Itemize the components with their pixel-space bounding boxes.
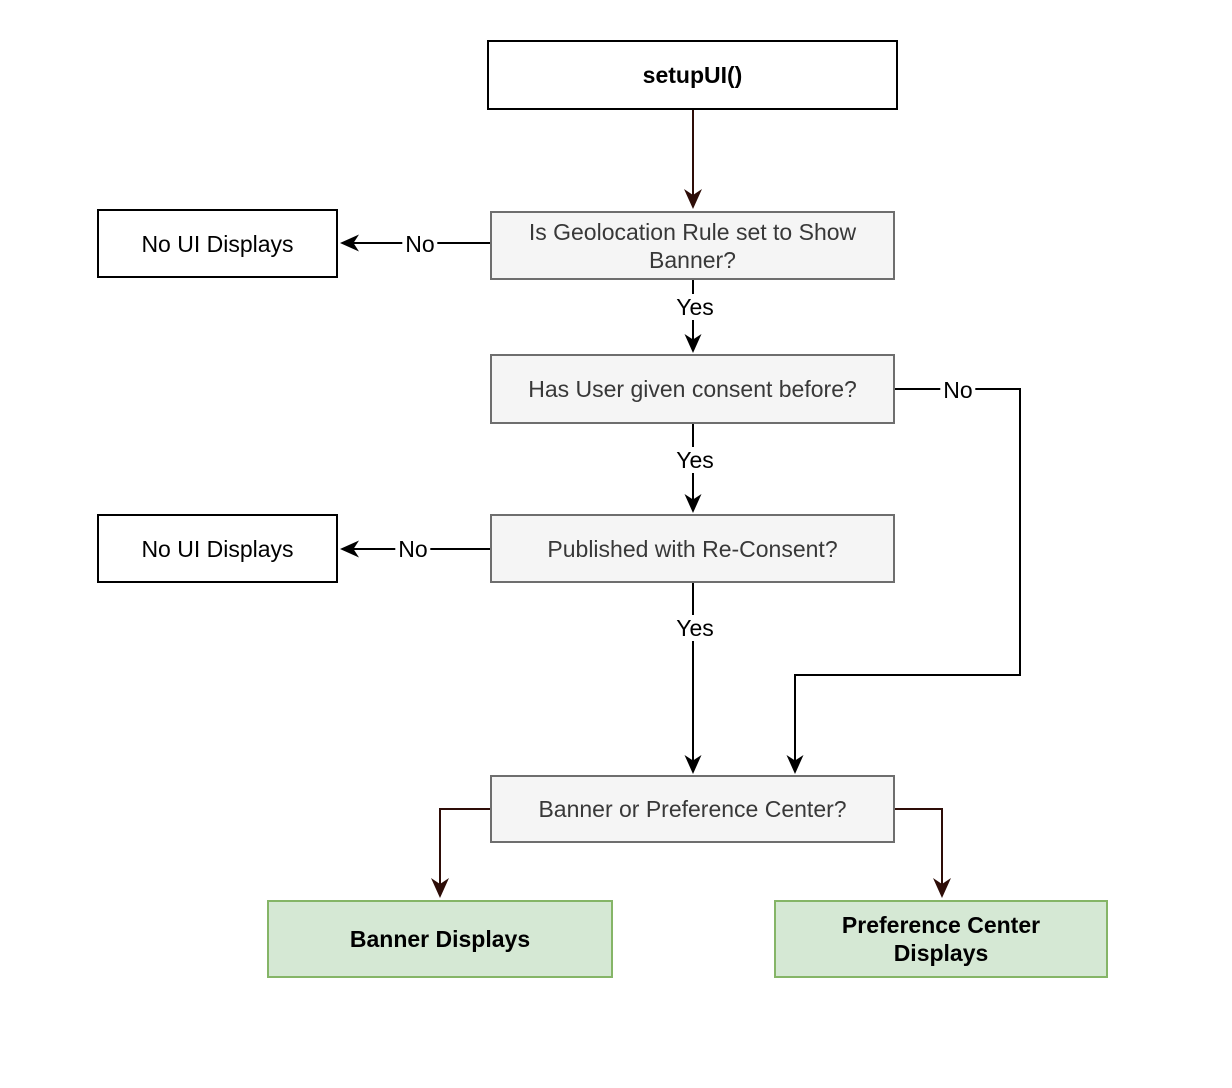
node-consent-before-label: Has User given consent before?	[528, 376, 857, 402]
edge-label-no-geolocation: No	[402, 231, 437, 257]
node-pc-displays	[774, 900, 1108, 978]
node-banner-displays	[267, 900, 613, 978]
node-no-ui-displays-2	[97, 514, 338, 583]
node-setupui	[487, 40, 898, 110]
edge-label-yes-consent: Yes	[673, 447, 717, 473]
node-consent-before	[490, 354, 895, 424]
node-banner-or-pc	[490, 775, 895, 843]
node-banner-displays-label: Banner Displays	[349, 926, 531, 952]
node-pc-displays-label: Preference Center Displays	[841, 912, 1041, 966]
edge-label-no-consent: No	[940, 377, 975, 403]
node-re-consent-label: Published with Re-Consent?	[547, 535, 838, 562]
node-no-ui-displays-1	[97, 209, 338, 278]
edge-label-yes-reconsent: Yes	[673, 615, 717, 641]
edge-banner-or-pc-to-pc	[895, 809, 942, 885]
node-no-ui-displays-1-label: No UI Displays	[141, 230, 294, 257]
node-setupui-label: setupUI()	[642, 62, 743, 88]
edge-banner-or-pc-to-banner	[440, 809, 490, 885]
node-geolocation-rule	[490, 211, 895, 280]
node-no-ui-displays-2-label: No UI Displays	[141, 535, 294, 562]
edge-label-no-reconsent: No	[395, 536, 430, 562]
edge-label-yes-geolocation: Yes	[673, 294, 717, 320]
node-geolocation-rule-label: Is Geolocation Rule set to Show Banner?	[528, 218, 857, 273]
node-re-consent	[490, 514, 895, 583]
node-banner-or-pc-label: Banner or Preference Center?	[538, 796, 847, 822]
